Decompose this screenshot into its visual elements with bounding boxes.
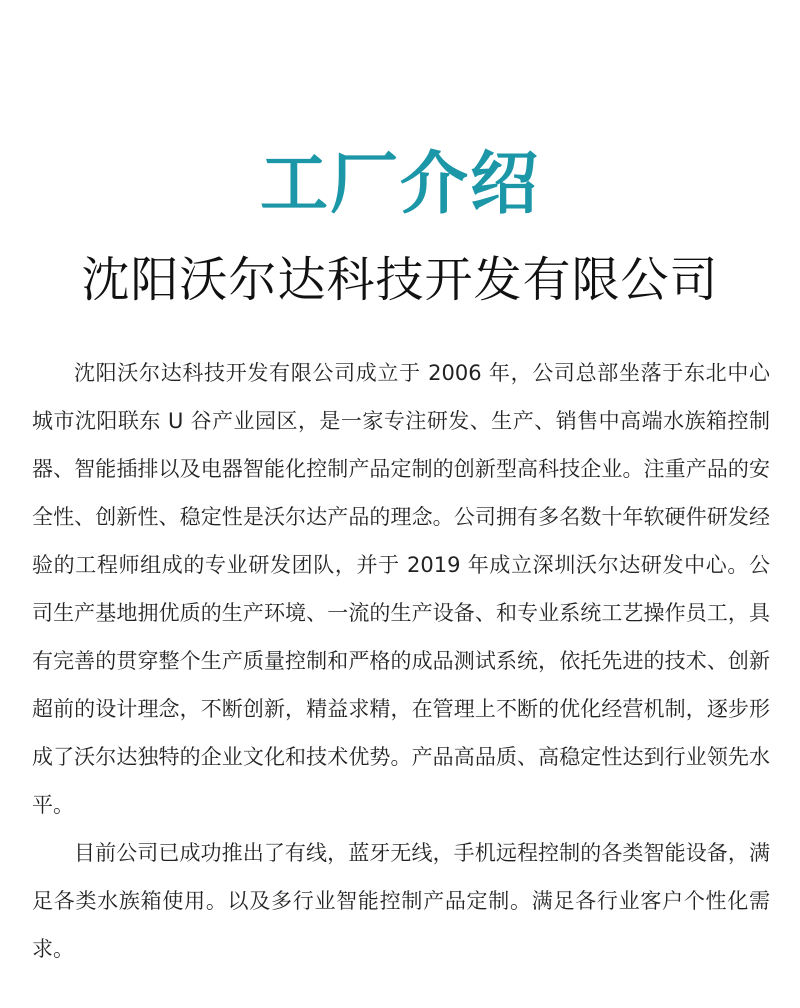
company-name: 沈阳沃尔达科技开发有限公司 [81, 252, 719, 308]
intro-body [32, 349, 770, 973]
intro-paragraph-2: 目前公司已成功推出了有线，蓝牙无线，手机远程控制的各类智能设备，满足各类水族箱使用。以及多行业智能控制产品定制。满足各行业客户个性化需求。 [32, 841, 770, 961]
page-title: 工厂介绍 [259, 145, 540, 224]
intro-paragraph-1: 沈阳沃尔达科技开发有限公司成立于 2006 年，公司总部坐落于东北中心城市沈阳联东 U 谷产业园区，是一家专注研发、生产、销售中高端水族箱控制器、智能插排以及电器智能化控制产品定制的创新型高科技企业。注重产品的安全性、创新性、稳定性是沃尔达产品的理念。公司拥有多名数十年软硬件研发经验的工程师组成的专业研发团队，并于 2019 年成立深圳沃尔达研发中心。公司生产基地拥优质的生产环境、一流的生产设备、和专业系统工艺操作员工，具有完善的贯穿整个生产质量控制和严格的成品测试系统，依托先进的技术、创新超前的设计理念，不断创新，精益求精，在管理上不断的优化经营机制，逐步形成了沃尔达独特的企业文化和技术优势。产品高品质、高稳定性达到行业领先水平。 [32, 361, 770, 817]
